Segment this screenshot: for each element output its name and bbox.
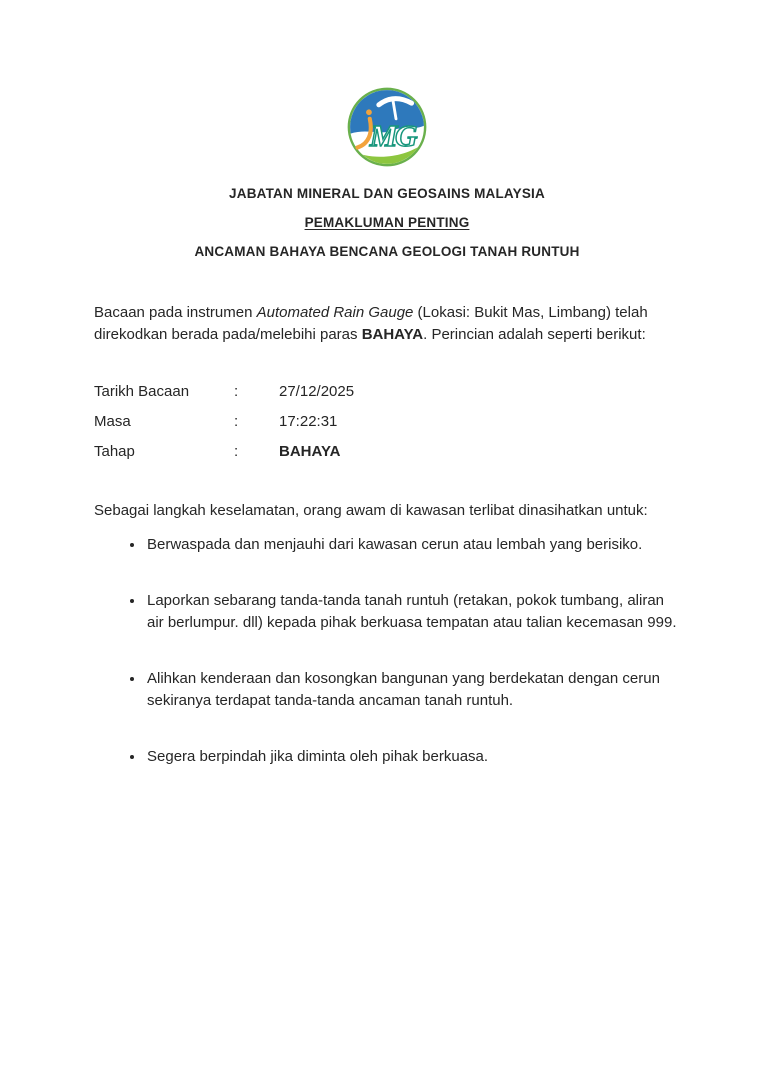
detail-separator: : xyxy=(234,412,239,430)
notice-title: PEMAKLUMAN PENTING xyxy=(304,215,470,230)
detail-separator: : xyxy=(234,442,239,460)
advice-intro: Sebagai langkah keselamatan, orang awam di kawasan terlibat dinasihatkan untuk: xyxy=(94,502,648,519)
logo-monogram-mg: MG xyxy=(369,117,416,153)
alert-level-inline: BAHAYA xyxy=(361,326,424,343)
advice-item: • Laporkan sebarang tanda-tanda tanah runtuh (retakan, pokok tumbang, aliran air berlumpur. dll) kepada pihak berkuasa tempatan atau talian kecemasan 999. xyxy=(145,590,680,634)
agency-name: JABATAN MINERAL DAN GEOSAINS MALAYSIA xyxy=(229,186,545,201)
advice-item: • Alihkan kenderaan dan kosongkan bangunan yang berdekatan dengan cerun sekiranya terdapat tanda-tanda ancaman tanah runtuh. xyxy=(145,668,680,712)
advice-item: • Berwaspada dan menjauhi dari kawasan cerun atau lembah yang berisiko. xyxy=(145,534,680,556)
intro-paragraph xyxy=(94,302,680,346)
subject-line: ANCAMAN BAHAYA BENCANA GEOLOGI TANAH RUNTUH xyxy=(194,244,580,259)
advice-list xyxy=(94,534,680,768)
detail-label: Masa xyxy=(94,412,131,430)
intro-text-1: Bacaan pada instrumen xyxy=(94,304,257,321)
intro-text-3: . Perincian adalah seperti berikut: xyxy=(423,326,646,343)
instrument-name: Automated Rain Gauge xyxy=(256,304,414,321)
detail-value-date: 27/12/2025 xyxy=(279,382,355,400)
advice-item: • Segera berpindah jika diminta oleh pihak berkuasa. xyxy=(145,746,680,768)
detail-separator: : xyxy=(234,382,239,400)
detail-label: Tarikh Bacaan xyxy=(94,382,190,400)
detail-row-masa xyxy=(94,406,680,436)
jmg-logo-icon xyxy=(346,86,428,168)
detail-value-level: BAHAYA xyxy=(279,442,341,460)
detail-value-time: 17:22:31 xyxy=(279,412,338,430)
intro-text-2: (Lokasi: Bukit Mas, Limbang) telah direkodkan berada pada/melebihi paras xyxy=(94,304,648,343)
logo-j-dot xyxy=(366,109,372,115)
detail-label: Tahap xyxy=(94,442,135,460)
detail-row-tahap xyxy=(94,436,680,466)
details-table xyxy=(94,376,680,466)
detail-row-tarikh xyxy=(94,376,680,406)
